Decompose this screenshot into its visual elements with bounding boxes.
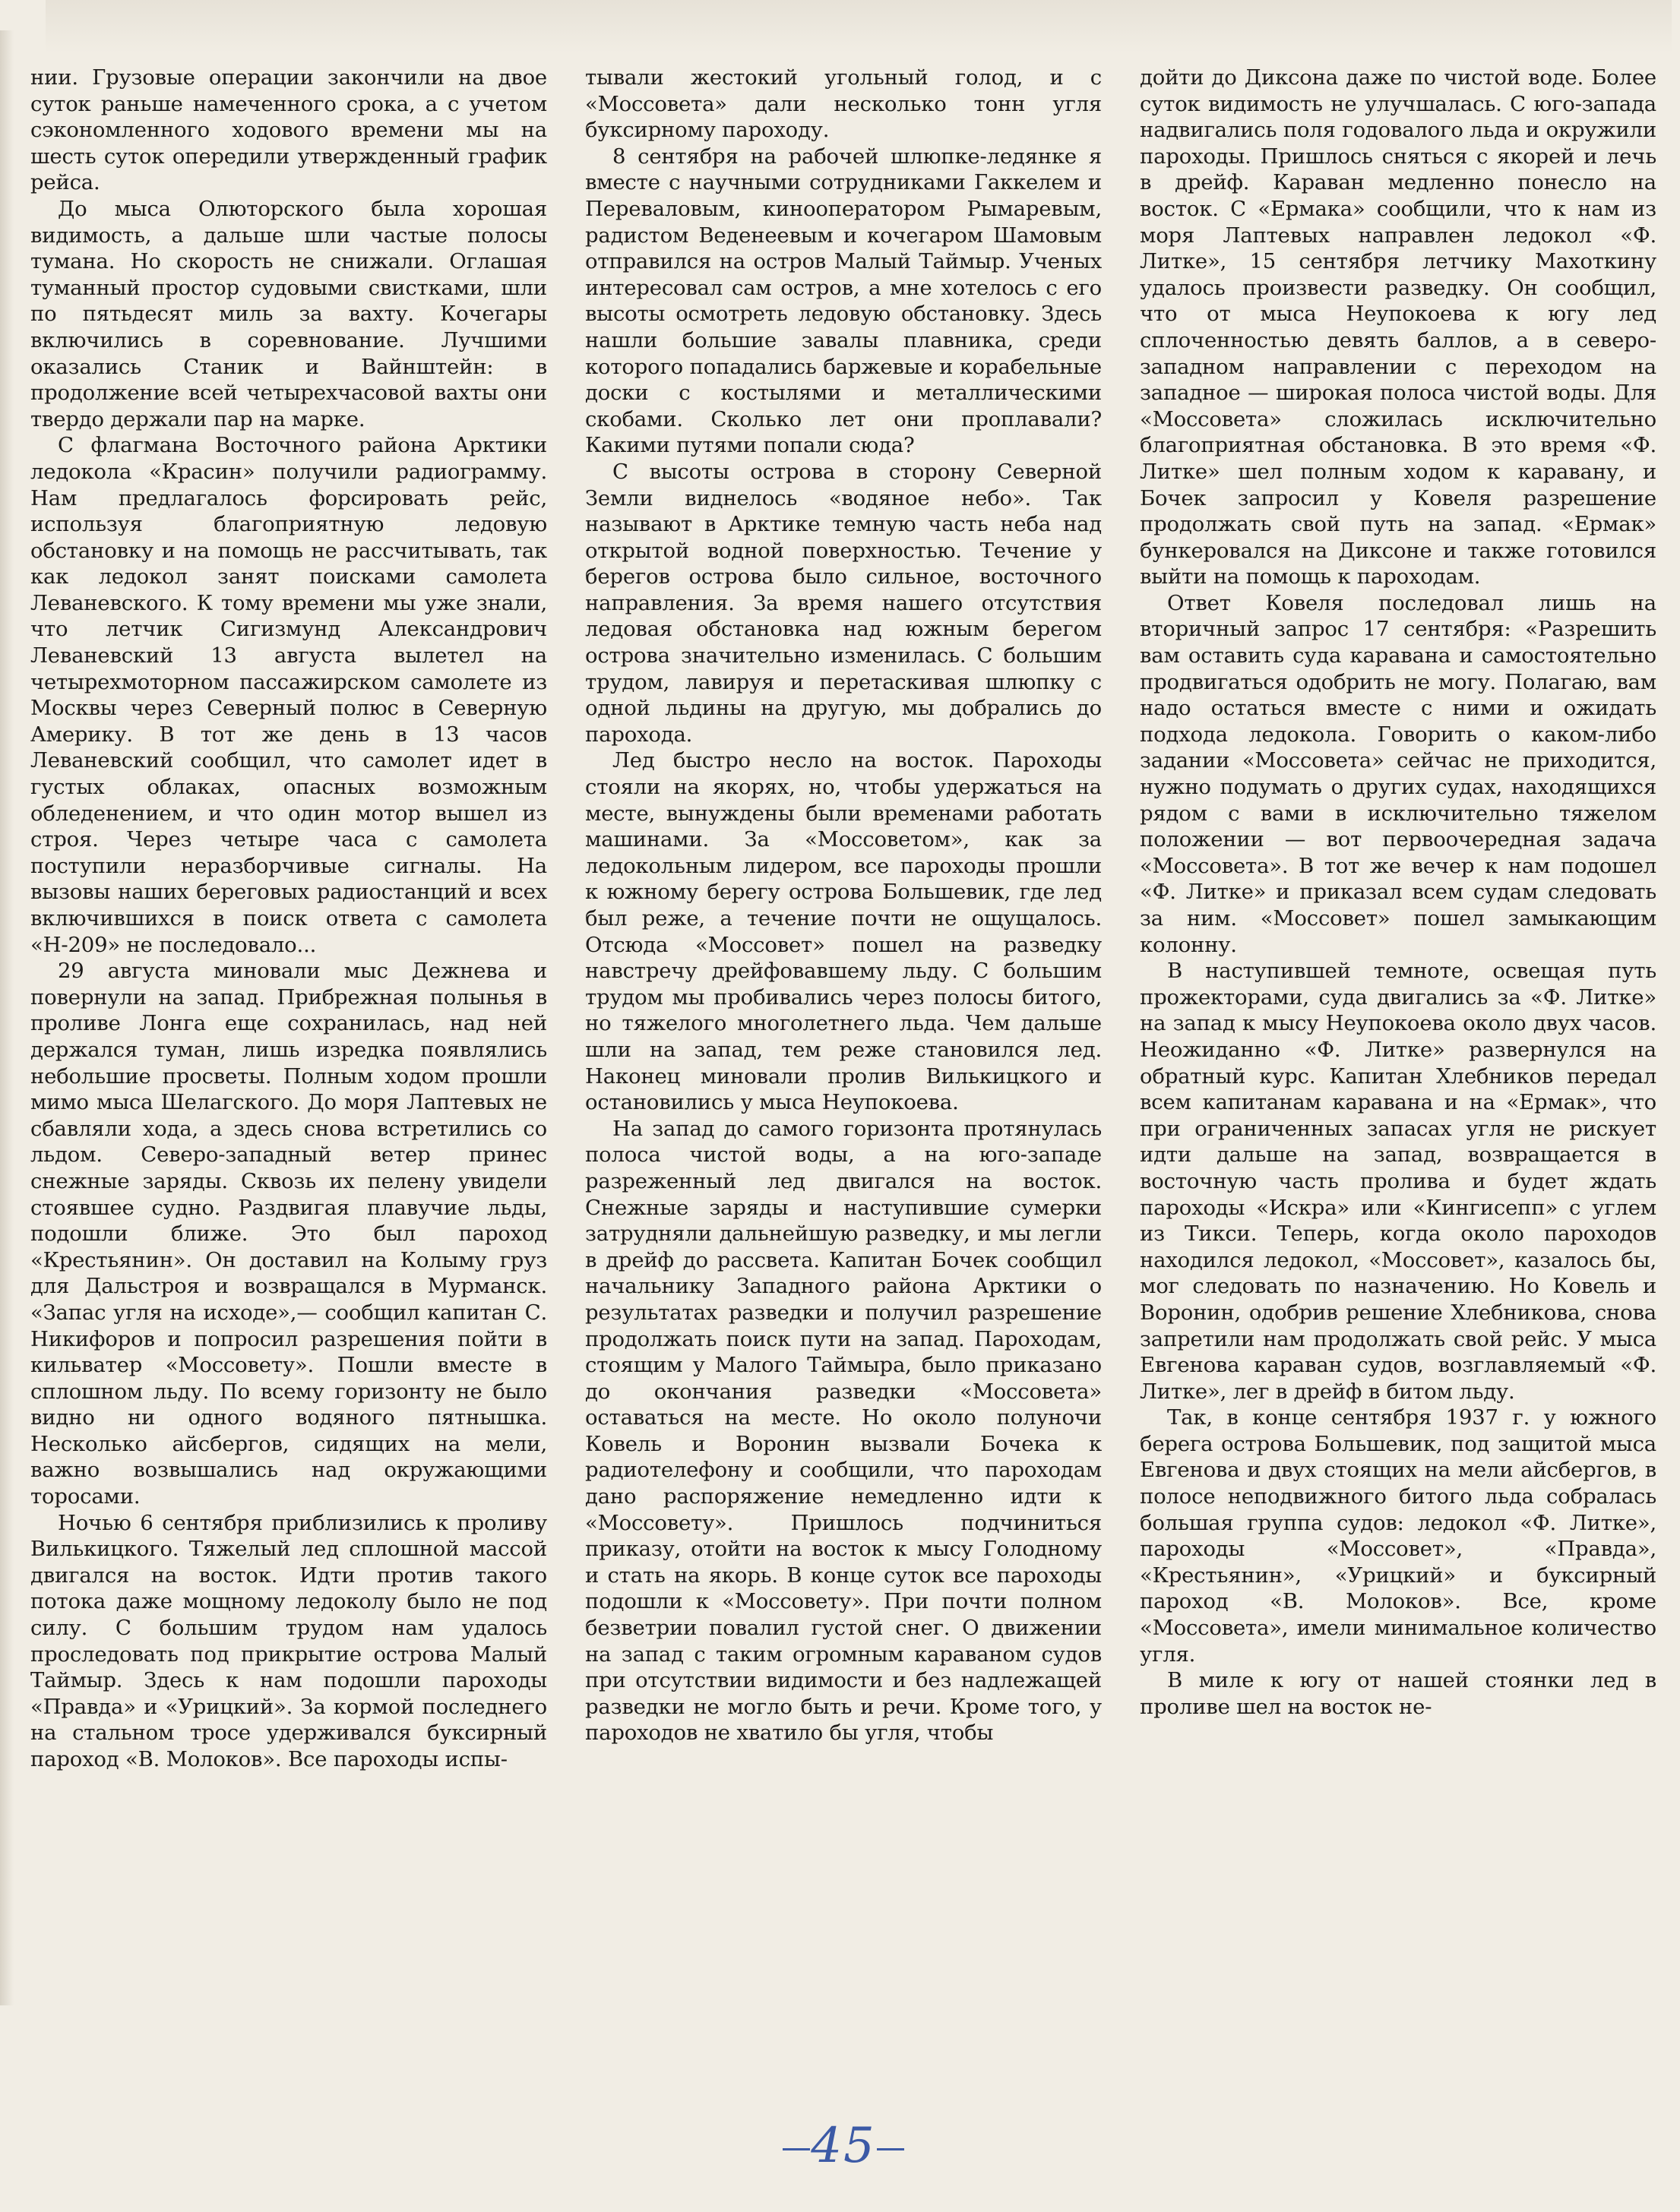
folio-dash-right [877,2148,904,2150]
paragraph: 29 августа миновали мыс Дежнева и повернули на запад. Прибрежная полынья в проливе Лонга еще сохранилась, над ней держался туман, лишь изредка появлялись небольшие просветы. Полным ходом прошли мимо мыса Шелагского. До моря Лаптевых не сбавляли хода, а здесь снова встретились со льдом. Северо-западный ветер принес снежные заряды. Сквозь их пелену увидели стоявшее судно. Раздвигая плавучие льды, подошли ближе. Это был пароход «Крестьянин». Он доставил на Колыму груз для Дальстроя и возвращался в Мурманск. «Запас угля на исходе»,— сообщил капитан С. Никифоров и попросил разрешения пойти в кильватер «Моссовету». Пошли вместе в сплошном льду. По всему горизонту не было видно ни одного водяного пятнышка. Несколько айсбергов, сидящих на мели, важно возвышались над окружающими торосами. [30,959,547,1509]
text-column-3 [1140,65,1656,2100]
page-number: 45 [811,2118,876,2174]
paragraph: 8 сентября на рабочей шлюпке-ледянке я вместе с научными сотрудниками Гаккелем и Переваловым, кинооператором Рымаревым, радистом Веденеевым и кочегаром Шамовым отправился на остров Малый Таймыр. Ученых интересовал сам остров, а мне хотелось с его высоты осмотреть ледовую обстановку. Здесь нашли большие завалы плавника, среди которого попадались баржевые и корабельные доски с костылями и металлическими скобами. Сколько лет они проплавали? Какими путями попали сюда? [585,144,1102,458]
paragraph: С высоты острова в сторону Северной Земли виднелось «водяное небо». Так называют в Арктике темную часть неба над открытой водной поверхностью. Течение у берегов острова было сильное, восточного направления. За время нашего отсутствия ледовая обстановка над южным берегом острова значительно изменилась. С большим трудом, лавируя и перетаскивая шлюпку с одной льдины на другую, мы добрались до парохода. [585,459,1102,747]
paragraph: Лед быстро несло на восток. Пароходы стояли на якорях, но, чтобы удержаться на месте, вынуждены были временами работать машинами. За «Моссоветом», как за ледокольным лидером, все пароходы прошли к южному берегу острова Большевик, где лед был реже, а течение почти не ощущалось. Отсюда «Моссовет» пошел на разведку навстречу дрейфовавшему льду. С большим трудом мы пробивались через полосы битого, но тяжелого многолетнего льда. Чем дальше шли на запад, тем реже становился лед. Наконец миновали пролив Вилькицкого и остановились у мыса Неупокоева. [585,748,1102,1115]
paragraph: тывали жестокий угольный голод, и с «Моссовета» дали несколько тонн угля буксирному пароходу. [585,65,1102,143]
paragraph: С флагмана Восточного района Арктики ледокола «Красин» получили радиограмму. Нам предлагалось форсировать рейс, используя благоприятную ледовую обстановку и на помощь не рассчитывать, так как ледокол занят поисками самолета Леваневского. К тому времени мы уже знали, что летчик Сигизмунд Александрович Леваневский 13 августа вылетел на четырехмоторном пассажирском самолете из Москвы через Северный полюс в Северную Америку. В тот же день в 13 часов Леваневский сообщил, что самолет идет в густых облаках, опасных возможным обледенением, и что один мотор вышел из строя. Через четыре часа с самолета поступили неразборчивые сигналы. На вызовы наших береговых радиостанций и всех включившихся в поиск ответа с самолета «Н-209» не последовало... [30,433,547,957]
paragraph: До мыса Олюторского была хорошая видимость, а дальше шли частые полосы тумана. Но скорость не снижали. Оглашая туманный простор судовыми свистками, шли по пятьдесят миль за вахту. Кочегары включились в соревнование. Лучшими оказались Станик и Вайнштейн: в продолжение всей четырехчасовой вахты они твердо держали пар на марке. [30,196,547,431]
folio-dash-left [783,2148,810,2150]
paragraph: Так, в конце сентября 1937 г. у южного берега острова Большевик, под защитой мыса Евгенова и двух стоящих на мели айсбергов, в полосе неподвижного битого льда собралась большая группа судов: ледокол «Ф. Литке», пароходы «Моссовет», «Правда», «Крестьянин», «Урицкий» и буксирный пароход «В. Молоков». Все, кроме «Моссовета», имели минимальное количество угля. [1140,1405,1656,1667]
paragraph: нии. Грузовые операции закончили на двое суток раньше намеченного срока, а с учетом сэкономленного ходового времени мы на шесть суток опередили утвержденный график рейса. [30,65,547,195]
paragraph: дойти до Диксона даже по чистой воде. Более суток видимость не улучшалась. С юго-запада надвигались поля годовалого льда и окружили пароходы. Пришлось сняться с якорей и лечь в дрейф. Караван медленно понесло на восток. С «Ермака» сообщили, что к нам из моря Лаптевых направлен ледокол «Ф. Литке», 15 сентября летчику Махоткину удалось произвести разведку. Он сообщил, что от мыса Неупокоева к югу лед сплоченностью девять баллов, а в северо-западном направлении с переходом на западное — широкая полоса чистой воды. Для «Моссовета» сложилась исключительно благоприятная обстановка. В это время «Ф. Литке» шел полным ходом к каравану, и Бочек запросил у Ковеля разрешение продолжать свой путь на запад. «Ермак» бункеровался на Диксоне и также готовился выйти на помощь к пароходам. [1140,65,1656,589]
page-number-folio [760,2112,927,2180]
paragraph: Ночью 6 сентября приблизились к проливу Вилькицкого. Тяжелый лед сплошной массой двигался на восток. Идти против такого потока даже мощному ледоколу было не под силу. С большим трудом нам удалось проследовать под прикрытие острова Малый Таймыр. Здесь к нам подошли пароходы «Правда» и «Урицкий». За кормой последнего на стальном тросе удерживался буксирный пароход «В. Молоков». Все пароходы испы- [30,1510,547,1771]
previous-page-edge [0,30,14,2005]
paragraph: В миле к югу от нашей стоянки лед в проливе шел на восток не- [1140,1668,1656,1719]
top-margin-bleed [46,0,1672,53]
paragraph: На запад до самого горизонта протянулась полоса чистой воды, а на юго-западе разреженный лед двигался на восток. Снежные заряды и наступившие сумерки затрудняли дальнейшую разведку, и мы легли в дрейф до рассвета. Капитан Бочек сообщил начальнику Западного района Арктики о результатах разведки и получил разрешение продолжать поиск пути на запад. Пароходам, стоящим у Малого Таймыра, было приказано до окончания разведки «Моссовета» оставаться на месте. Но около полуночи Ковель и Воронин вызвали Бочека к радиотелефону и сообщили, что пароходам дано распоряжение немедленно идти к «Моссовету». Пришлось подчиниться приказу, отойти на восток к мысу Голодному и стать на якорь. В конце суток все пароходы подошли к «Моссовету». При почти полном безветрии повалил густой снег. О движении на запад с таким огромным караваном судов при отсутствии видимости и без надлежащей разведки не могло быть и речи. Кроме того, у пароходов не хватило бы угля, чтобы [585,1116,1102,1746]
text-column-1 [30,65,547,2100]
text-columns [30,65,1656,2100]
text-column-2 [585,65,1102,2100]
paragraph: В наступившей темноте, освещая путь прожекторами, суда двигались за «Ф. Литке» на запад к мысу Неупокоева около двух часов. Неожиданно «Ф. Литке» развернулся на обратный курс. Капитан Хлебников передал всем капитанам каравана и на «Ермак», что при ограниченных запасах угля не рискует идти дальше на запад, возвращается в восточную часть пролива и будет ждать пароходы «Искра» или «Кингисепп» с углем из Тикси. Теперь, когда около пароходов находился ледокол, «Моссовет», казалось бы, мог следовать по назначению. Но Ковель и Воронин, одобрив решение Хлебникова, снова запретили нам продолжать свой рейс. У мыса Евгенова караван судов, возглавляемый «Ф. Литке», лег в дрейф в битом льду. [1140,959,1656,1404]
paragraph: Ответ Ковеля последовал лишь на вторичный запрос 17 сентября: «Разрешить вам оставить суда каравана и самостоятельно продвигаться одобрить не могу. Полагаю, вам надо остаться вместе с ними и ожидать подхода ледокола. Говорить о каком-либо задании «Моссовета» сейчас не приходится, нужно подумать о других судах, находящихся рядом с вами в исключительно тяжелом положении — вот первоочередная задача «Моссовета». В тот же вечер к нам подошел «Ф. Литке» и приказал всем судам следовать за ним. «Моссовет» пошел замыкающим колонну. [1140,590,1656,957]
